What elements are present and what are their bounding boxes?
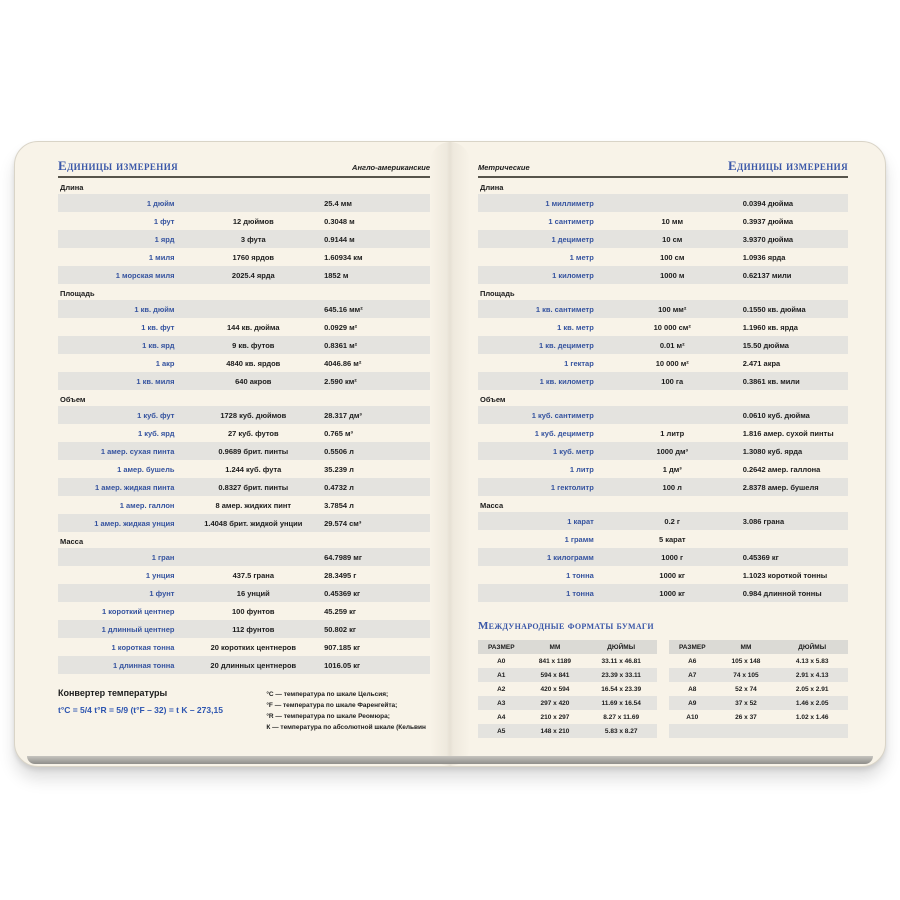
page-title: Единицы измерения [58,158,179,173]
size-cell: A8 [688,685,697,693]
factor-cell: 100 см [660,252,685,262]
paper-table-header [669,640,848,654]
unit-cell: 1 кв. дециметр [538,340,594,350]
table-row [58,300,430,318]
temperature-note: К — температура по абсолютной шкале (Кельвин [266,724,426,731]
unit-cell: 1 куб. ярд [137,428,175,438]
column-header-size: РАЗМЕР [487,643,515,651]
value-cell: 0.9144 м [324,234,355,244]
value-cell: 0.4732 л [324,482,354,492]
book-center-seam [430,142,470,766]
table-row [58,496,430,514]
factor-cell: 144 кв. дюйма [227,322,280,332]
paper-formats-table-a6-a10 [669,640,848,738]
unit-cell: 1 кв. дюйм [134,304,175,314]
factor-cell: 640 акров [235,376,272,386]
column-header-size: РАЗМЕР [678,643,706,651]
table-row [58,584,430,602]
table-row [58,514,430,532]
table-row [58,638,430,656]
unit-cell: 1 миля [148,252,175,262]
table-row [478,442,848,460]
table-row [58,424,430,442]
factor-cell: 10 см [662,234,683,244]
value-cell: 0.62137 мили [742,270,792,280]
unit-cell: 1 кв. метр [557,322,594,332]
section-length-metric [478,183,848,284]
unit-cell: 1 кв. сантиметр [535,304,594,314]
factor-cell: 8 амер. жидких пинт [215,500,292,510]
table-row [58,602,430,620]
factor-cell: 1.244 куб. фута [225,464,282,474]
table-row [669,710,848,724]
unit-cell: 1 короткий центнер [102,606,175,616]
size-cell: A3 [497,699,506,707]
unit-cell: 1 акр [155,358,175,368]
value-cell: 0.5506 л [324,446,354,456]
inches-cell: 33.11 x 46.81 [601,657,641,665]
table-row [478,248,848,266]
column-header-mm: ММ [549,643,561,651]
paper-formats-tables [478,640,848,738]
section-heading: Площадь [60,289,95,298]
inches-cell: 2.05 x 2.91 [795,685,829,693]
table-row [478,530,848,548]
table-row [478,266,848,284]
paper-formats-heading: Международные форматы бумаги [478,620,654,632]
section-mass-metric [478,501,848,602]
unit-cell: 1 длинный центнер [101,624,175,634]
factor-cell: 2025.4 ярда [231,270,275,280]
table-row [478,710,657,724]
section-heading: Площадь [480,289,515,298]
paper-formats-table-a0-a5 [478,640,657,738]
conversion-table [58,406,430,532]
value-cell: 2.590 км² [324,376,357,386]
table-row [58,194,430,212]
temperature-note: °R — температура по шкале Реомюра; [266,713,390,720]
unit-cell: 1 амер. галлон [119,500,175,510]
value-cell: 3.086 грана [742,516,785,526]
column-header-inches: ДЮЙМЫ [607,643,636,651]
temperature-notes [266,688,430,733]
table-row [478,424,848,442]
value-cell: 35.239 л [324,464,354,474]
size-cell: A10 [686,713,699,721]
table-row [669,668,848,682]
factor-cell: 16 унций [236,588,270,598]
section-heading: Объем [60,395,86,404]
value-cell: 0.3048 м [324,216,355,226]
value-cell: 1852 м [324,270,349,280]
page-subtitle: Англо-американские [352,163,430,172]
column-header-inches: ДЮЙМЫ [798,643,827,651]
size-cell: A1 [497,671,506,679]
factor-cell: 0.8327 брит. пинты [218,482,289,492]
mm-cell: 74 x 105 [733,671,759,679]
table-row [669,654,848,668]
value-cell: 0.3861 кв. мили [742,376,800,386]
table-row [58,336,430,354]
conversion-table [58,194,430,284]
unit-cell: 1 кв. фут [141,322,175,332]
unit-cell: 1 ярд [154,234,175,244]
conversion-table [478,512,848,602]
factor-cell: 27 куб. футов [227,428,279,438]
unit-cell: 1 литр [569,464,594,474]
mm-cell: 297 x 420 [540,699,570,707]
table-row [478,300,848,318]
value-cell: 2.471 акра [742,358,781,368]
unit-cell: 1 куб. метр [552,446,594,456]
temperature-note: °C — температура по шкале Цельсия; [266,691,389,698]
factor-cell: 3 фута [240,234,266,244]
value-cell: 1016.05 кг [324,660,361,670]
factor-cell: 1000 дм³ [656,446,689,456]
unit-cell: 1 миллиметр [545,198,594,208]
value-cell: 29.574 см³ [324,518,362,528]
value-cell: 25.4 мм [324,198,352,208]
value-cell: 0.1550 кв. дюйма [742,304,806,314]
table-row [669,682,848,696]
temperature-note: °F — температура по шкале Фаренгейта; [266,702,398,709]
table-row [669,696,848,710]
table-row [478,460,848,478]
column-header-mm: ММ [740,643,752,651]
factor-cell: 1760 ярдов [232,252,275,262]
table-row [58,354,430,372]
inches-cell: 8.27 x 11.69 [603,713,640,721]
table-row [58,566,430,584]
table-row [478,654,657,668]
unit-cell: 1 длинная тонна [113,660,175,670]
factor-cell: 1000 кг [659,588,686,598]
table-row [669,724,848,738]
factor-cell: 1 дм³ [662,464,682,474]
factor-cell: 1000 г [661,552,684,562]
value-cell: 1.3080 куб. ярда [742,446,803,456]
unit-cell: 1 карат [567,516,594,526]
table-row [478,682,657,696]
paper-table-body [478,654,657,738]
table-row [58,656,430,674]
factor-cell: 20 длинных центнеров [210,660,297,670]
table-row [58,212,430,230]
table-row [478,696,657,710]
factor-cell: 5 карат [658,534,686,544]
table-row [478,584,848,602]
table-row [478,566,848,584]
page-left-imperial [58,157,430,733]
unit-cell: 1 гектар [564,358,594,368]
factor-cell: 4840 кв. ярдов [226,358,281,368]
mm-cell: 210 x 297 [540,713,570,721]
unit-cell: 1 грамм [564,534,594,544]
factor-cell: 437.5 грана [232,570,274,580]
size-cell: A2 [497,685,506,693]
table-row [58,230,430,248]
planner-spread [14,141,886,767]
table-row [58,318,430,336]
unit-cell: 1 кв. ярд [142,340,175,350]
unit-cell: 1 фут [153,216,175,226]
value-cell: 3.7854 л [324,500,354,510]
table-row [478,194,848,212]
inches-cell: 1.46 x 2.05 [795,699,829,707]
size-cell: A4 [497,713,506,721]
unit-cell: 1 унция [145,570,175,580]
table-row [478,230,848,248]
value-cell: 1.0936 ярда [742,252,786,262]
page-subtitle: Метрические [478,163,530,172]
value-cell: 0.984 длинной тонны [742,588,822,598]
section-heading: Длина [60,183,84,192]
value-cell: 1.1960 кв. ярда [742,322,798,332]
value-cell: 3.9370 дюйма [742,234,794,244]
value-cell: 0.3937 дюйма [742,216,794,226]
factor-cell: 1000 кг [659,570,686,580]
value-cell: 0.0610 куб. дюйма [742,410,810,420]
unit-cell: 1 короткая тонна [111,642,175,652]
factor-cell: 10 000 м² [655,358,689,368]
unit-cell: 1 куб. фут [137,410,175,420]
conversion-table [478,300,848,390]
conversion-table [58,300,430,390]
table-row [478,724,657,738]
table-row [478,372,848,390]
section-area-imperial [58,289,430,390]
conversion-table [58,548,430,674]
mm-cell: 420 x 594 [540,685,570,693]
mm-cell: 841 x 1189 [538,657,572,665]
value-cell: 28.3495 г [324,570,357,580]
conversion-table [478,194,848,284]
value-cell: 28.317 дм³ [324,410,362,420]
factor-cell: 10 000 см² [653,322,691,332]
factor-cell: 0.01 м² [659,340,685,350]
factor-cell: 1.4048 брит. жидкой унции [204,518,303,528]
temperature-formula: t°C = 5/4 t°R = 5/9 (t°F – 32) = t K – 273,15 [58,705,223,715]
size-cell: A9 [688,699,697,707]
unit-cell: 1 кв. миля [136,376,175,386]
inches-cell: 2.91 x 4.13 [795,671,829,679]
value-cell: 1.60934 км [324,252,363,262]
factor-cell: 20 коротких центнеров [210,642,296,652]
factor-cell: 1 литр [660,428,685,438]
unit-cell: 1 куб. дециметр [534,428,594,438]
value-cell: 0.0394 дюйма [742,198,794,208]
mm-cell: 37 x 52 [735,699,757,707]
unit-cell: 1 амер. бушель [117,464,175,474]
unit-cell: 1 гектолитр [550,482,594,492]
factor-cell: 1728 куб. дюймов [220,410,287,420]
page-header [478,157,848,178]
section-area-metric [478,289,848,390]
inches-cell: 23.39 x 33.11 [601,671,641,679]
paper-table-body [669,654,848,738]
factor-cell: 1000 м [660,270,685,280]
table-row [58,266,430,284]
unit-cell: 1 метр [569,252,594,262]
table-row [478,668,657,682]
page-header [58,157,430,178]
unit-cell: 1 амер. жидкая унция [94,518,175,528]
section-heading: Объем [480,395,506,404]
mm-cell: 26 x 37 [735,713,757,721]
unit-cell: 1 гран [151,552,175,562]
paper-table-header [478,640,657,654]
table-row [58,442,430,460]
unit-cell: 1 фунт [149,588,175,598]
table-row [58,406,430,424]
factor-cell: 100 фунтов [232,606,275,616]
temperature-formula-block [58,688,266,733]
factor-cell: 100 л [662,482,682,492]
table-row [478,318,848,336]
table-row [58,620,430,638]
unit-cell: 1 тонна [566,570,594,580]
table-row [478,478,848,496]
value-cell: 645.16 мм² [324,304,363,314]
value-cell: 50.802 кг [324,624,356,634]
mm-cell: 52 x 74 [735,685,757,693]
inches-cell: 16.54 x 23.39 [601,685,642,693]
inches-cell: 5.83 x 8.27 [604,727,638,735]
unit-cell: 1 дециметр [551,234,594,244]
section-length-imperial [58,183,430,284]
section-mass-imperial [58,537,430,674]
section-volume-metric [478,395,848,496]
value-cell: 0.45369 кг [324,588,361,598]
page-right-metric [478,157,848,738]
factor-cell: 100 мм² [658,304,687,314]
mm-cell: 594 x 841 [540,671,570,679]
table-row [478,336,848,354]
table-row [478,406,848,424]
table-row [58,460,430,478]
unit-cell: 1 морская миля [115,270,175,280]
unit-cell: 1 километр [552,270,594,280]
size-cell: A0 [497,657,506,665]
table-row [478,354,848,372]
size-cell: A5 [497,727,506,735]
unit-cell: 1 амер. жидкая пинта [94,482,175,492]
unit-cell: 1 тонна [566,588,594,598]
table-row [58,548,430,566]
mm-cell: 148 x 210 [540,727,570,735]
size-cell: A7 [688,671,697,679]
inches-cell: 11.69 x 16.54 [601,699,641,707]
factor-cell: 10 мм [661,216,683,226]
section-heading: Масса [480,501,504,510]
value-cell: 907.185 кг [324,642,361,652]
section-volume-imperial [58,395,430,532]
table-row [478,212,848,230]
value-cell: 4046.86 м² [324,358,362,368]
unit-cell: 1 сантиметр [548,216,594,226]
unit-cell: 1 амер. сухая пинта [100,446,175,456]
value-cell: 2.8378 амер. бушеля [742,482,819,492]
table-row [58,478,430,496]
conversion-table [478,406,848,496]
unit-cell: 1 кв. километр [539,376,594,386]
unit-cell: 1 куб. сантиметр [531,410,594,420]
factor-cell: 12 дюймов [232,216,274,226]
value-cell: 64.7989 мг [324,552,362,562]
table-row [478,548,848,566]
size-cell: A6 [688,657,697,665]
value-cell: 0.0929 м² [324,322,358,332]
value-cell: 15.50 дюйма [742,340,789,350]
value-cell: 0.2642 амер. галлона [742,464,821,474]
value-cell: 1.1023 короткой тонны [742,570,828,580]
mm-cell: 105 x 148 [731,657,761,665]
section-heading: Длина [480,183,504,192]
page-title: Единицы измерения [727,158,848,173]
value-cell: 0.45369 кг [742,552,779,562]
factor-cell: 9 кв. футов [232,340,275,350]
factor-cell: 0.9689 брит. пинты [218,446,289,456]
temperature-heading: Конвертер температуры [58,688,168,698]
table-row [58,372,430,390]
value-cell: 0.765 м³ [324,428,353,438]
factor-cell: 112 фунтов [232,624,275,634]
factor-cell: 100 га [661,376,684,386]
temperature-converter [58,688,430,733]
table-row [58,248,430,266]
value-cell: 1.816 амер. сухой пинты [742,428,834,438]
table-row [478,512,848,530]
value-cell: 45.259 кг [324,606,356,616]
inches-cell: 4.13 x 5.83 [795,657,829,665]
section-heading: Масса [60,537,84,546]
inches-cell: 1.02 x 1.46 [795,713,829,721]
factor-cell: 0.2 г [664,516,681,526]
unit-cell: 1 дюйм [146,198,175,208]
unit-cell: 1 килограмм [546,552,594,562]
value-cell: 0.8361 м² [324,340,358,350]
